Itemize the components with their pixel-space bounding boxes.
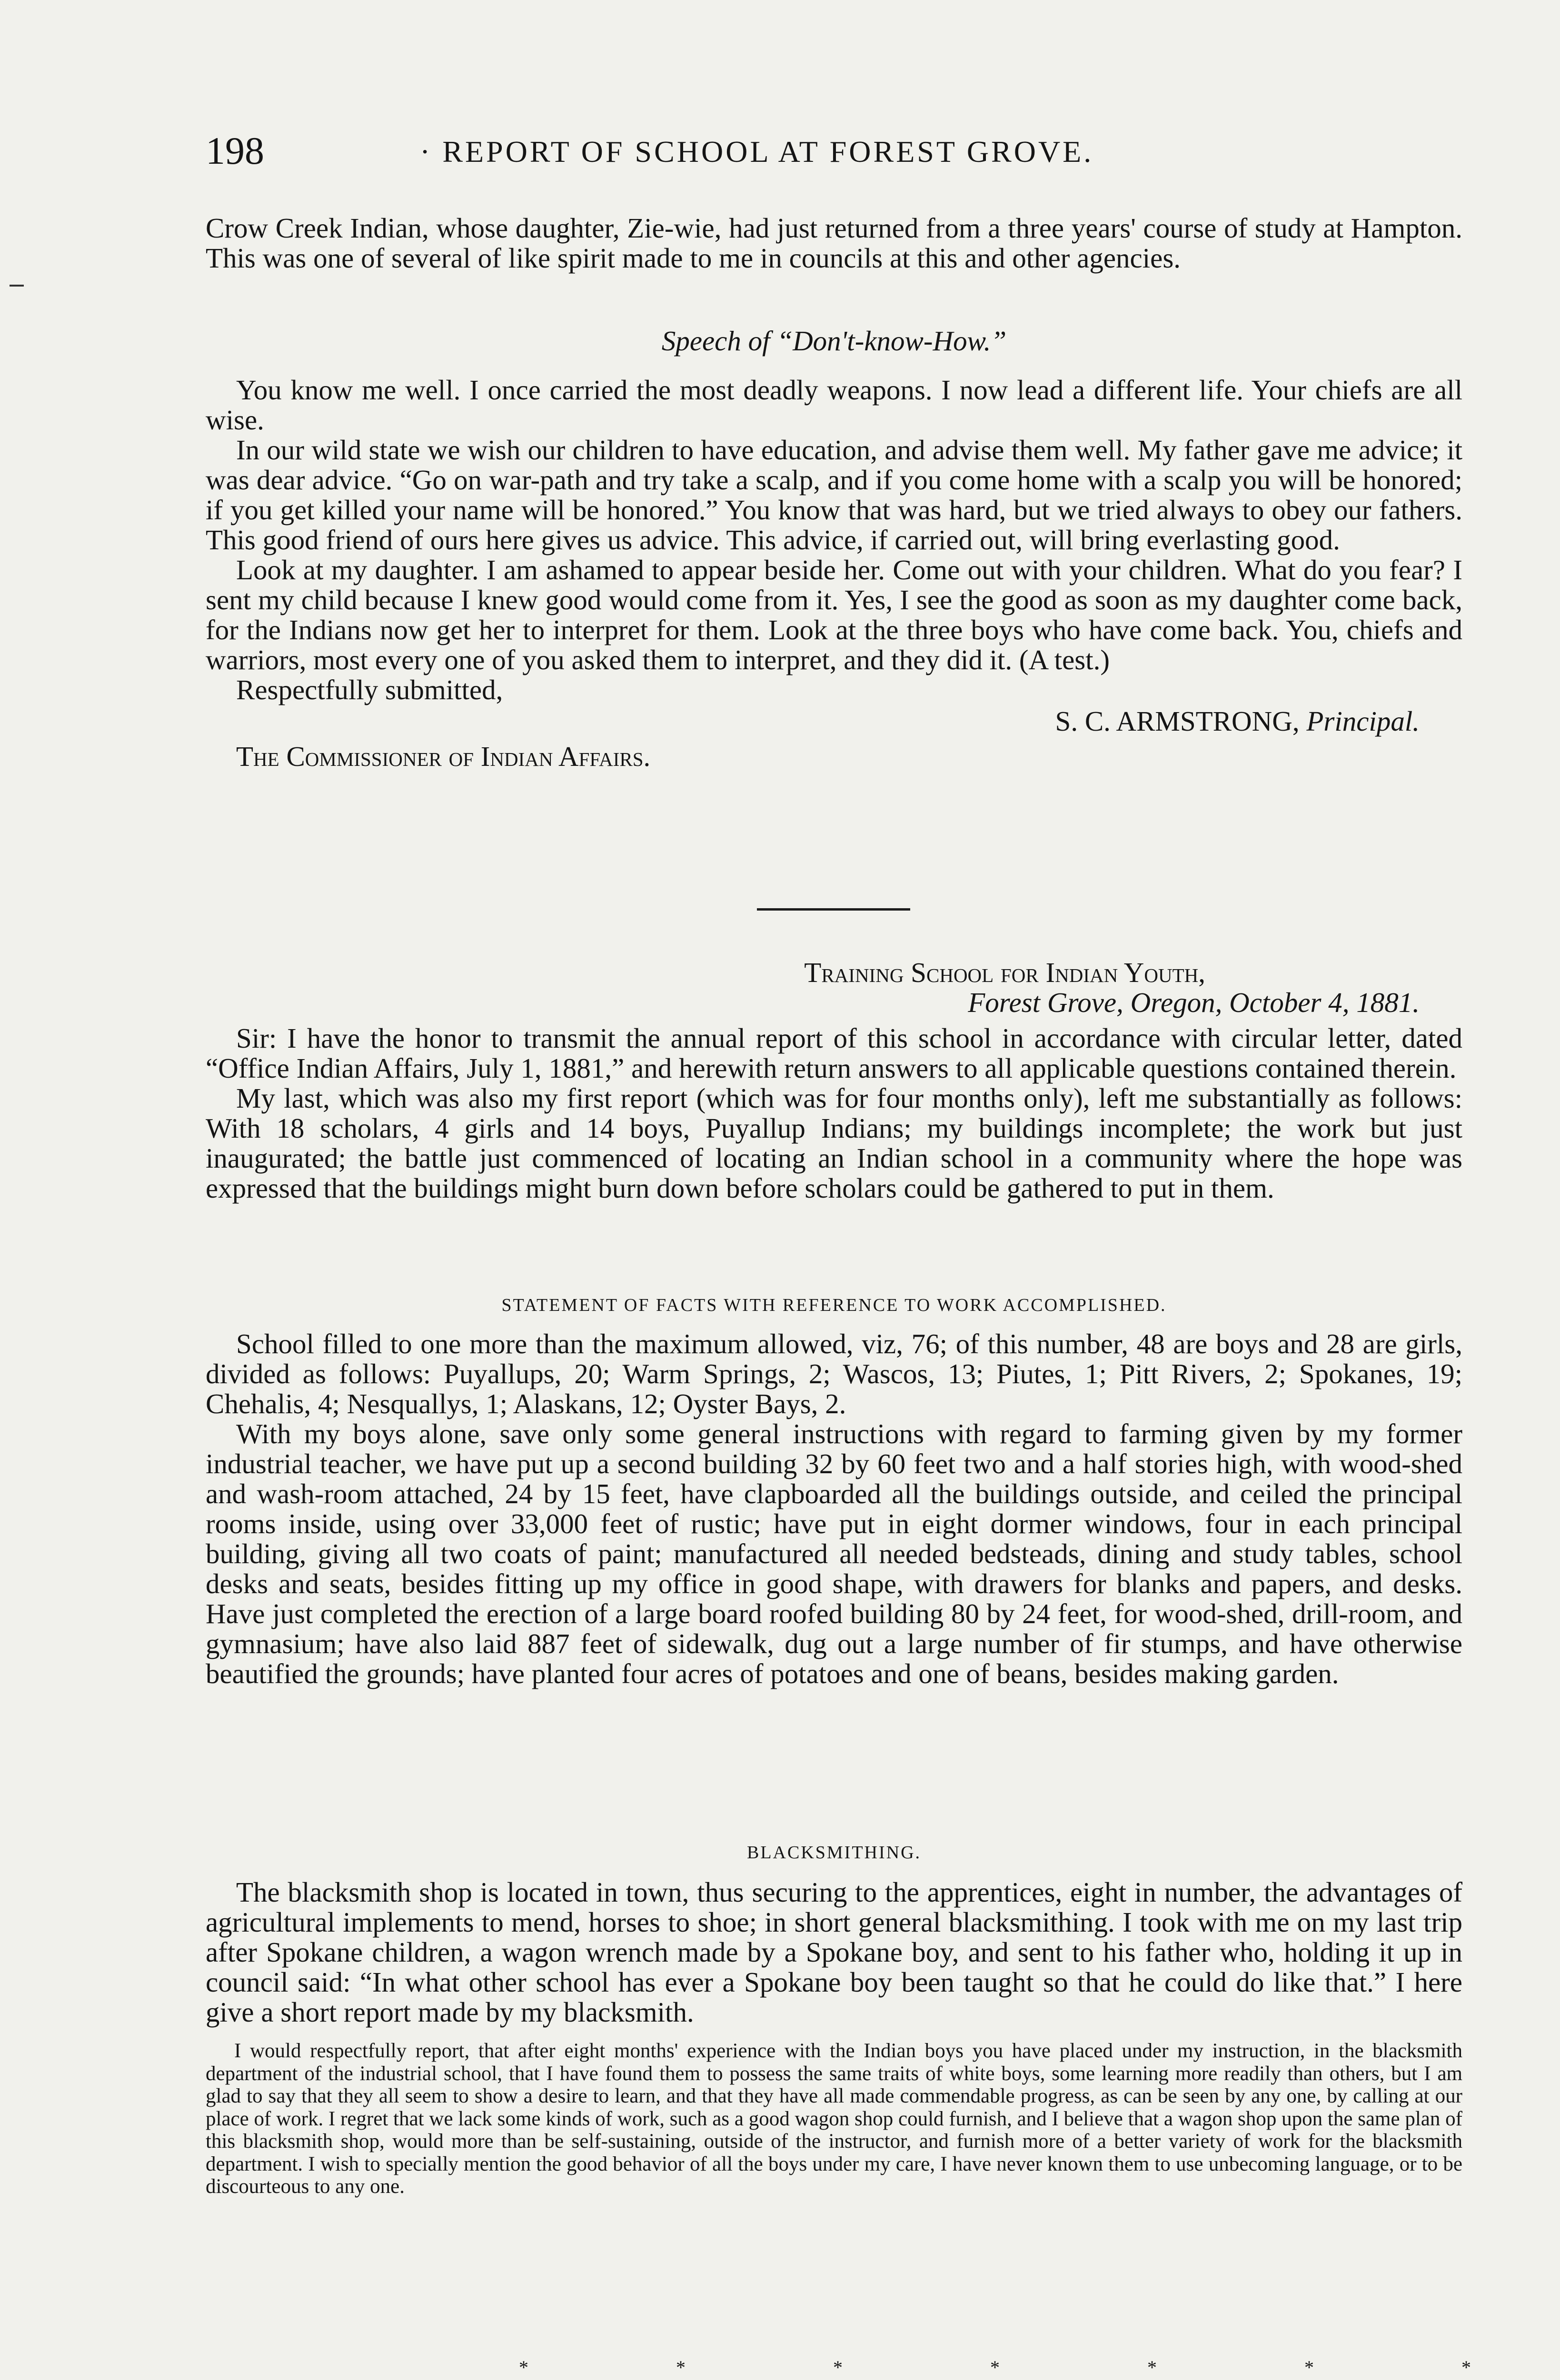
addressee: The Commissioner of Indian Affairs.: [236, 741, 651, 772]
running-head: · REPORT OF SCHOOL AT FOREST GROVE.: [420, 135, 1094, 169]
signature-armstrong: [206, 705, 1462, 738]
ellipsis-stars: * * * * * * *: [519, 2357, 1542, 2378]
blacksmithing-paragraph: The blacksmith shop is located in town, thus securing to the apprentices, eight in number, the advantages of agricultural implements to mend, horses to shoe; in short general blacksmithing. I took with me on my last trip after Spokane children, a wagon wrench made by a Spokane boy, and sent to his father who, holding it up in council said: “In what other school has ever a Spokane boy been taught so that he could do like that.” I here give a short report made by my blacksmith.: [206, 1876, 1462, 2028]
intro-paragraph: Crow Creek Indian, whose daughter, Zie-wie, had just returned from a three years' course of study at Hampton. This was one of several of like spirit made to me in councils at this and other agencies.: [206, 212, 1462, 274]
speech-title: Speech of “Don't-know-How.”: [661, 325, 1007, 357]
signer-title: Principal.: [1306, 705, 1420, 737]
speech-paragraph: You know me well. I once carried the most deadly weapons. I now lead a different life. Your chiefs are all wise.: [206, 374, 1462, 436]
facts-heading: STATEMENT OF FACTS WITH REFERENCE TO WORK ACCOMPLISHED.: [501, 1295, 1167, 1315]
margin-mark: [10, 285, 24, 287]
intro-block: [206, 213, 1462, 273]
blacksmithing-section: [206, 1842, 1462, 2198]
speech-block: [206, 326, 1462, 772]
blacksmith-report-quote: I would respectfully report, that after eight months' experience with the Indian boys you have placed under my instruction, in the blacksmith department of the industrial school, that I have found them to possess the same traits of white boys, some learning more readily than others, but I am glad to say that they all seem to show a desire to learn, and that they have all made commendable progress, as can be seen by any one, by calling at our place of work. I regret that we lack some kinds of work, such as a good wagon shop could furnish, and I believe that a wagon shop upon the same plan of this blacksmith shop, would more than be self-sustaining, outside of the instructor, and furnish more of a better variety of work for the blacksmith department. I wish to specially mention the good behavior of all the boys under my care, I have never known them to use unbecoming language, or to be discourteous to any one.: [206, 2040, 1462, 2198]
facts-section: [206, 1295, 1462, 1689]
place-date: Forest Grove, Oregon, October 4, 1881.: [968, 987, 1420, 1018]
speech-paragraph: Look at my daughter. I am ashamed to appear beside her. Come out with your children. What do you fear? I sent my child because I knew good would come from it. Yes, I see the good as soon as my daughter come back, for the Indians now get her to interpret for them. Look at the three boys who have come back. You, chiefs and warriors, most every one of you asked them to interpret, and they did it. (A test.): [206, 554, 1462, 675]
speech-paragraph: In our wild state we wish our children to have education, and advise them well. My father gave me advice; it was dear advice. “Go on war-path and try take a scalp, and if you come home with a scalp you will be honored; if you get killed your name will be honored.” You know that was hard, but we tried always to obey our fathers. This good friend of ours here gives us advice. This advice, if carried out, will bring everlasting good.: [206, 434, 1462, 555]
institution-name: Training School for Indian Youth,: [804, 957, 1205, 988]
letter-paragraph: Sir: I have the honor to transmit the annual report of this school in accordance with circular letter, dated “Office Indian Affairs, July 1, 1881,” and herewith return answers to all applicable questions contained therein.: [206, 1022, 1462, 1084]
signer-name: S. C. ARMSTRONG,: [1055, 705, 1300, 737]
page-header: [206, 129, 1462, 181]
letter-paragraph: My last, which was also my first report (which was for four months only), left me substantially as follows: With 18 scholars, 4 girls and 14 boys, Puyallup Indians; my buildings incomplete; the work but just inaugurated; the battle just commenced of locating an Indian school in a community where the hope was expressed that the buildings might burn down before scholars could be gathered to put in them.: [206, 1082, 1462, 1204]
section-divider: [757, 908, 910, 911]
page-number: 198: [206, 129, 264, 172]
facts-paragraph: School filled to one more than the maximum allowed, viz, 76; of this number, 48 are boys and 28 are girls, divided as follows: Puyallups, 20; Warm Springs, 2; Wascos, 13; Piutes, 1; Pitt Rivers, 2; Spokanes, 19; Chehalis, 4; Nesquallys, 1; Alaskans, 12; Oyster Bays, 2.: [206, 1328, 1462, 1419]
letter-body: [206, 1023, 1462, 1203]
letter-heading: [206, 958, 1462, 1018]
speech-closing: Respectfully submitted,: [236, 674, 503, 705]
blacksmithing-heading: BLACKSMITHING.: [746, 1843, 922, 1863]
facts-paragraph: With my boys alone, save only some general instructions with regard to farming given by my former industrial teacher, we have put up a second building 32 by 60 feet two and a half stories high, with wood-shed and wash-room attached, 24 by 15 feet, have clapboarded all the buildings outside, and ceiled the principal rooms inside, using over 33,000 feet of rustic; have put in eight dormer windows, four in each principal building, giving all two coats of paint; manufactured all needed bedsteads, dining and study tables, school desks and seats, besides fitting up my office in good shape, with drawers for blanks and papers, and desks. Have just completed the erection of a large board roofed building 80 by 24 feet, for wood-shed, drill-room, and gymnasium; have also laid 887 feet of sidewalk, dug out a large number of fir stumps, and have otherwise beautified the grounds; have planted four acres of potatoes and one of beans, besides making garden.: [206, 1418, 1462, 1689]
